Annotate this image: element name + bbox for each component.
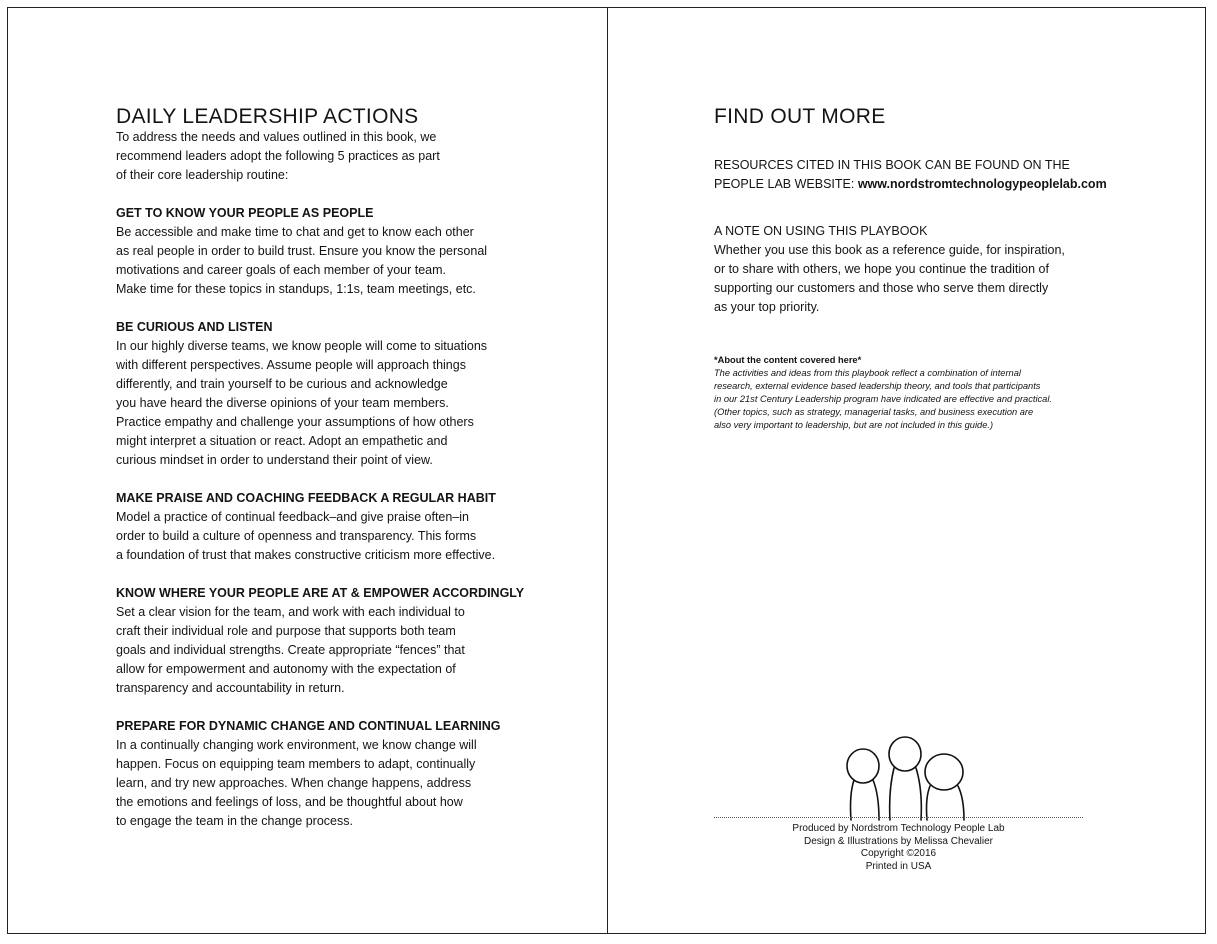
credit-line: Printed in USA [865,860,932,872]
section-body: Set a clear vision for the team, and work with each individual to craft their individual role and purpose that supports both team goals and individual strengths. Create appropriate “fences” that allow for empowerment and autonomy with the expectation of transparency and accountability in return. [116,605,465,695]
credits-divider [714,817,1083,818]
resources-heading [714,156,1134,194]
three-people-illustration [836,734,966,822]
content-note [714,354,1134,432]
section-body: Model a practice of continual feedback–and give praise often–in order to build a culture of openness and transparency. This forms a foundation of trust that makes constructive criticism more effective. [116,510,496,562]
section-heading: GET TO KNOW YOUR PEOPLE AS PEOPLE [116,206,374,220]
section-heading: KNOW WHERE YOUR PEOPLE ARE AT & EMPOWER ACCORDINGLY [116,586,525,600]
section-body: Be accessible and make time to chat and get to know each other as real people in order to build trust. Ensure you know the personal motivations and career goals of each member of your team. Make time for these topics in standups, 1:1s, team meetings, etc. [116,225,488,296]
left-page [116,106,536,831]
person-left-head [847,749,879,783]
resources-text: RESOURCES CITED IN THIS BOOK CAN BE FOUND ON THE PEOPLE LAB WEBSITE: [714,158,1070,191]
section-heading: BE CURIOUS AND LISTEN [116,320,273,334]
person-right-body [926,786,964,820]
credit-line: Produced by Nordstrom Technology People Lab [792,823,1005,834]
person-left-body [850,780,879,820]
credit-line: Design & Illustrations by Melissa Chevalier [804,835,993,847]
website-link[interactable]: www.nordstromtechnologypeoplelab.com [857,177,1107,191]
person-middle-body [890,768,922,820]
section-praise-feedback [116,489,536,565]
credits-block [714,823,1083,873]
page-title: DAILY LEADERSHIP ACTIONS [116,105,419,128]
resources-block [714,156,1134,194]
content-note-body: The activities and ideas from this playbook reflect a combination of internal research, external evidence based leadership theory, and tools that participants in our 21st Century Leadership program have indicated are effective and practical. (Other topics, such as strategy, managerial tasks, and business execution are also very important to leadership, but are not included in this guide.) [714,368,1052,430]
intro-text: To address the needs and values outlined in this book, we recommend leaders adopt the following 5 practices as part of their core leadership routine: [116,130,440,182]
section-body: In our highly diverse teams, we know people will come to situations with different perspectives. Assume people will approach things differently, and train yourself to be curious and acknowledge you have heard the diverse opinions of your team members. Practice empathy and challenge your assumptions of how others might interpret a situation or react. Adopt an empathetic and curious mindset in order to understand their point of view. [116,339,488,467]
note-heading: A NOTE ON USING THIS PLAYBOOK [714,224,928,238]
credit-line: Copyright ©2016 [860,848,937,859]
section-curious-listen [116,318,536,470]
section-body: In a continually changing work environment, we know change will happen. Focus on equipping team members to adapt, continually learn, and try new approaches. When change happens, address the emotions and feelings of loss, and be thoughtful about how to engage the team in the change process. [116,738,477,828]
note-body: Whether you use this book as a reference guide, for inspiration, or to share with others, we hope you continue the tradition of supporting our customers and those who serve them directly as your top priority. [714,243,1065,314]
playbook-note-block [714,222,1134,317]
page-title: FIND OUT MORE [714,105,886,128]
section-dynamic-change [116,717,536,831]
person-right-head [925,754,963,790]
section-know-people [116,204,536,299]
person-middle-head [889,737,921,771]
right-page [714,106,1134,432]
section-empower [116,584,536,698]
section-heading: PREPARE FOR DYNAMIC CHANGE AND CONTINUAL LEARNING [116,719,501,733]
content-note-heading: *About the content covered here* [714,355,862,365]
section-heading: MAKE PRAISE AND COACHING FEEDBACK A REGULAR HABIT [116,491,496,505]
page-divider [607,8,608,933]
